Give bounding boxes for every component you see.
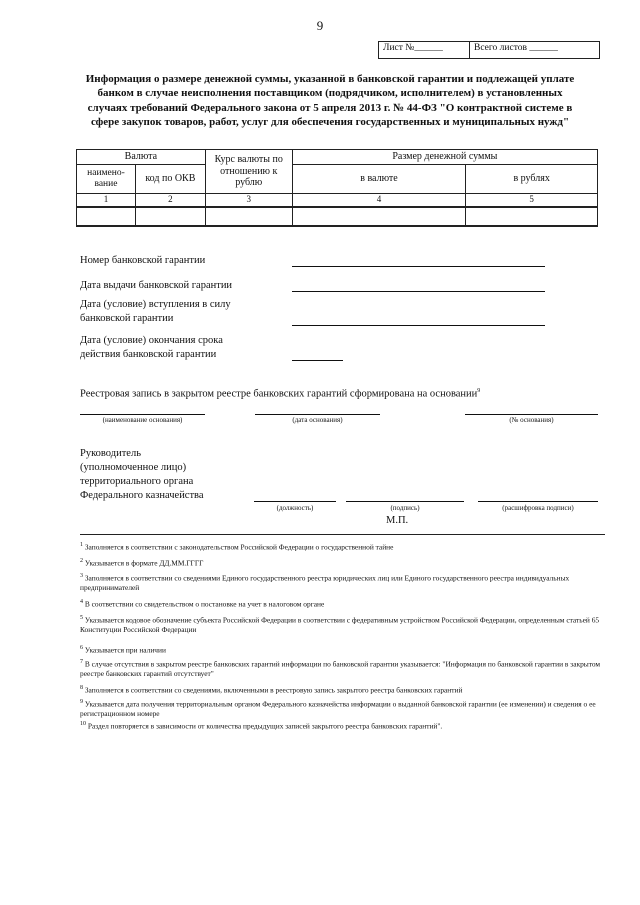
position-caption: (должность) (276, 504, 314, 512)
end-date-label-line1: Дата (условие) окончания срока (80, 335, 223, 346)
decoding-caption: (расшифровка подписи) (502, 504, 574, 512)
rate-cell[interactable] (205, 207, 292, 226)
issue-date-label: Дата выдачи банковской гарантии (80, 280, 233, 291)
effective-date-label-line2: банковской гарантии (80, 313, 174, 324)
basis-number-caption: (№ основания) (509, 416, 554, 424)
footnote-9: $^9$ Указывается дата получения территориальным органом Федерального казначейства информации о выданной банковской гарантии (ее изменении) и сведения о ее регистрационном номере (80, 699, 596, 719)
amount-currency-cell[interactable] (292, 207, 466, 226)
guarantee-number-line[interactable] (292, 266, 545, 267)
okv-code-cell[interactable] (135, 207, 205, 226)
effective-date-line[interactable] (292, 325, 545, 326)
end-date-line[interactable] (292, 360, 343, 361)
page-number: 9 (316, 18, 324, 33)
footnote-ref: 9 (477, 388, 481, 394)
stamp-place: М.П. (386, 515, 409, 526)
amount-rubles-cell[interactable] (466, 207, 598, 226)
column-number: 5 (466, 194, 598, 207)
footnote-4: $^4$ В соответствии со свидетельством о постановке на учет в налоговом органе (80, 599, 325, 609)
signatory-title-line3: территориального органа (80, 476, 194, 487)
header-in-rubles: в рублях (466, 165, 598, 194)
sheet-info-box (378, 41, 600, 59)
registry-basis-text: Реестровая запись в закрытом реестре банковских гарантий сформирована на основании$^9$ (80, 388, 481, 400)
column-number: 3 (205, 194, 292, 207)
end-date-label-line2: действия банковской гарантии (80, 349, 217, 360)
header-currency: Валюта (77, 150, 206, 165)
signatory-title-line2: (уполномоченное лицо) (80, 462, 187, 473)
signatory-title-line1: Руководитель (80, 448, 141, 459)
basis-date-caption: (дата основания) (292, 416, 343, 424)
column-number: 2 (135, 194, 205, 207)
column-number: 4 (292, 194, 466, 207)
footnote-7: $^7$ В случае отсутствия в закрытом реестре банковских гарантий информации по банковской гарантии указывается: "Информация по банковской гарантии в закрытом реестре банковских гарантий отсутствует" (80, 659, 601, 679)
header-okv-code: код по ОКВ (135, 165, 205, 194)
decoding-line[interactable] (478, 501, 598, 502)
header-in-currency: в валюте (292, 165, 466, 194)
sheet-number-label: Лист №______ (379, 42, 470, 58)
signature-line[interactable] (346, 501, 464, 502)
footnote-3: $^3$ Заполняется в соответствии со сведениями Единого государственного реестра юридических лиц или Единого государственного реестра индивидуальных предпринимателей (80, 573, 570, 593)
document-title: Информация о размере денежной суммы, указанной в банковской гарантии и подлежащей уплате банком в случае неисполнения поставщиком (подрядчиком, исполнителем) в установленных случаях требований Федерального закона от 5 апреля 2013 г. № 44-ФЗ "О контрактной системе в сфере закупок товаров, работ, услуг для обеспечения государственных и муниципальных нужд" (85, 73, 575, 129)
position-line[interactable] (254, 501, 336, 502)
footnote-separator (80, 534, 605, 535)
signature-caption: (подпись) (390, 504, 420, 512)
header-rate: Курс валюты по отношению к рублю (205, 150, 292, 194)
guarantee-number-label: Номер банковской гарантии (80, 255, 206, 266)
header-amount: Размер денежной суммы (292, 150, 597, 165)
currency-name-cell[interactable] (77, 207, 136, 226)
basis-name-line[interactable] (80, 414, 205, 415)
header-currency-name: наимено-вание (77, 165, 136, 194)
issue-date-line[interactable] (292, 291, 545, 292)
column-number: 1 (77, 194, 136, 207)
basis-name-caption: (наименование основания) (102, 416, 183, 424)
footnote-10: $^{10}$ Раздел повторяется в зависимости от количества предыдущих записей закрытого реестра банковских гарантий". (80, 721, 443, 731)
footnote-5: $^5$ Указывается кодовое обозначение субъекта Российской Федерации в соответствии с федеративным устройством Российской Федерации, определенным статьей 65 Конституции Российской Федерации (80, 615, 600, 635)
total-sheets-label: Всего листов ______ (474, 43, 558, 53)
signatory-title-line4: Федерального казначейства (80, 490, 204, 501)
footnote-8: $^8$ Заполняется в соответствии со сведениями, включенными в реестровую запись закрытого реестра банковских гарантий (80, 685, 463, 695)
footnote-1: $^1$ Заполняется в соответствии с законодательством Российской Федерации о государственной тайне (80, 542, 394, 552)
footnote-2: $^2$ Указывается в формате ДД.ММ.ГГГГ (80, 558, 204, 568)
money-amount-table (76, 149, 598, 227)
footnote-6: $^6$ Указывается при наличии (80, 645, 166, 655)
basis-number-line[interactable] (465, 414, 598, 415)
basis-date-line[interactable] (255, 414, 380, 415)
effective-date-label-line1: Дата (условие) вступления в силу (80, 299, 231, 310)
